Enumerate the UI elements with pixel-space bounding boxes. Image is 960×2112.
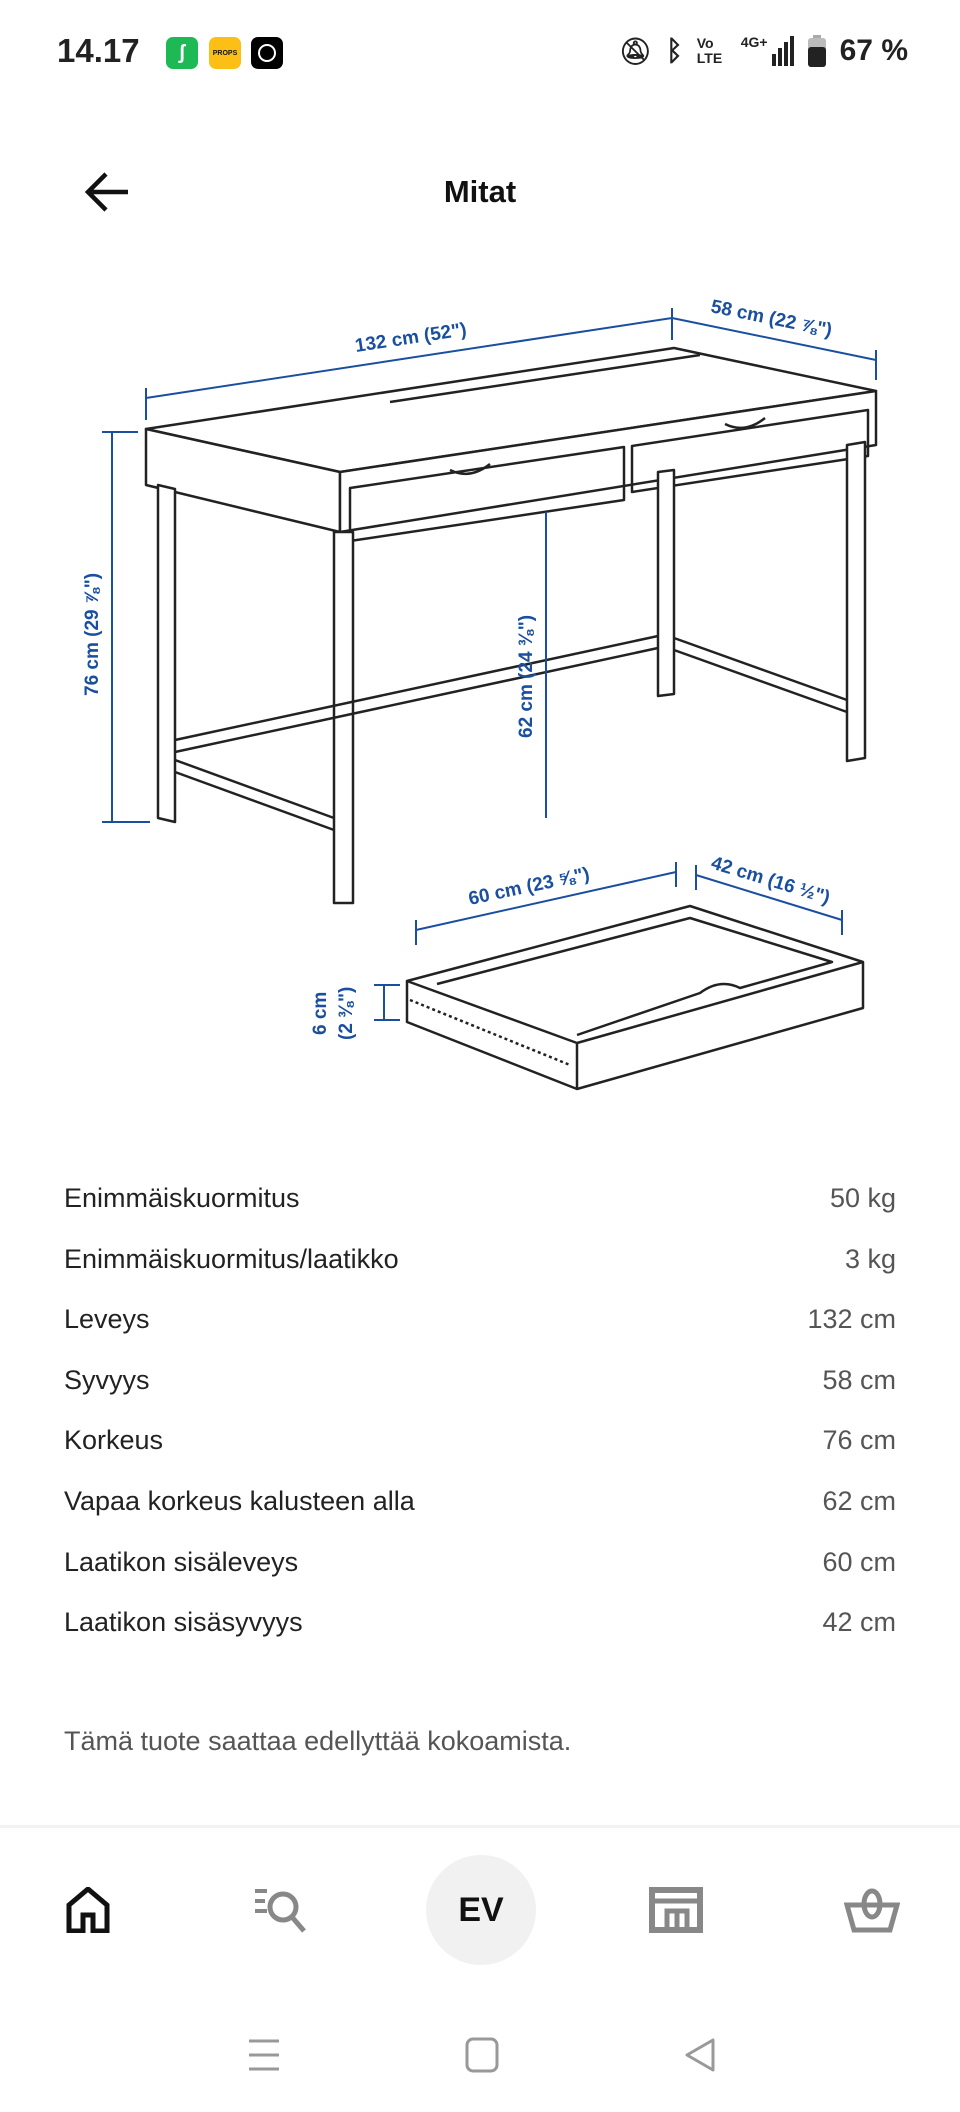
drawer-depth-label: 42 cm (16 ½")	[708, 852, 833, 909]
recents-button[interactable]	[234, 2025, 294, 2085]
nav-home[interactable]	[33, 1855, 143, 1965]
back-left-leg	[158, 485, 175, 822]
back-right-leg	[658, 470, 674, 696]
spec-label: Enimmäiskuormitus	[64, 1183, 300, 1213]
home-system-button[interactable]	[452, 2025, 512, 2085]
props-label: PROPS	[212, 49, 238, 57]
spec-row	[64, 1365, 896, 1426]
battery-icon	[808, 35, 826, 67]
specs-table	[64, 1183, 896, 1668]
spec-label: Laatikon sisäsyvyys	[64, 1607, 303, 1638]
spec-value: 50 kg	[829, 1183, 896, 1213]
drawer-height-label: 6 cm	[310, 991, 331, 1035]
nav-search[interactable]	[228, 1855, 338, 1965]
profile-initials: EV	[458, 1890, 504, 1929]
network-label: 4G+	[740, 34, 768, 50]
dimension-drawing	[0, 270, 960, 1110]
drawer-width-label: 60 cm (23 ⅝")	[466, 863, 592, 910]
spec-row	[64, 1607, 896, 1668]
spec-row	[64, 1547, 896, 1608]
status-icons	[619, 34, 908, 68]
width-dimension-label: 132 cm (52")	[353, 319, 468, 357]
store-icon	[649, 1887, 703, 1933]
assembly-note: Tämä tuote saattaa edellyttää kokoamista.	[64, 1726, 572, 1756]
home-icon	[66, 1887, 110, 1933]
status-bar	[0, 30, 960, 75]
spec-value: 3 kg	[844, 1243, 896, 1274]
drawer-height-inch-label: (2 ⅜")	[336, 986, 357, 1040]
clearance-dimension-label: 62 cm (24 ⅜")	[516, 614, 537, 738]
volte-icon: Vo LTE	[696, 35, 723, 66]
spec-label: Vapaa korkeus kalusteen alla	[64, 1485, 415, 1516]
front-right-leg	[847, 442, 865, 761]
bluetooth-icon: ᛒ	[665, 35, 683, 66]
s-app-icon: ʃ	[166, 37, 198, 69]
nav-basket[interactable]	[817, 1855, 927, 1965]
clock: 14.17	[57, 32, 140, 69]
spec-value: 60 cm	[822, 1546, 896, 1577]
spec-row	[64, 1304, 896, 1365]
nav-store[interactable]	[621, 1855, 731, 1965]
spec-value: 132 cm	[807, 1304, 896, 1335]
spec-label: Korkeus	[64, 1425, 164, 1456]
page-title: Mitat	[443, 174, 517, 209]
spec-value: 58 cm	[822, 1364, 896, 1395]
spec-value: 42 cm	[822, 1607, 896, 1638]
spec-row	[64, 1183, 896, 1244]
spec-row	[64, 1486, 896, 1547]
spec-row	[64, 1244, 896, 1305]
ring-app-icon	[251, 37, 283, 69]
menu-icon	[247, 2038, 281, 2072]
spec-label: Leveys	[64, 1304, 150, 1335]
spec-row	[64, 1425, 896, 1486]
spec-value: 62 cm	[822, 1485, 896, 1516]
header	[0, 160, 960, 225]
height-dimension-label: 76 cm (29 ⅞")	[82, 572, 103, 696]
back-system-button[interactable]	[670, 2025, 730, 2085]
basket-icon	[844, 1887, 900, 1933]
spec-value: 76 cm	[822, 1425, 896, 1456]
bottom-nav	[0, 1855, 960, 1965]
search-icon	[253, 1887, 313, 1933]
system-nav	[0, 2025, 960, 2085]
spec-label: Syvyys	[64, 1364, 150, 1395]
spec-label: Laatikon sisäleveys	[64, 1546, 299, 1577]
signal-icon	[772, 36, 794, 66]
mute-icon: 🔕︎	[618, 35, 652, 66]
profile-button[interactable]	[426, 1855, 536, 1965]
spec-label: Enimmäiskuormitus/laatikko	[64, 1243, 399, 1274]
divider	[0, 1825, 960, 1828]
battery-level: 67 %	[839, 34, 908, 67]
square-icon	[465, 2037, 499, 2073]
triangle-back-icon	[683, 2037, 717, 2073]
props-icon	[209, 37, 241, 69]
depth-dimension-label: 58 cm (22 ⅞")	[709, 296, 834, 342]
